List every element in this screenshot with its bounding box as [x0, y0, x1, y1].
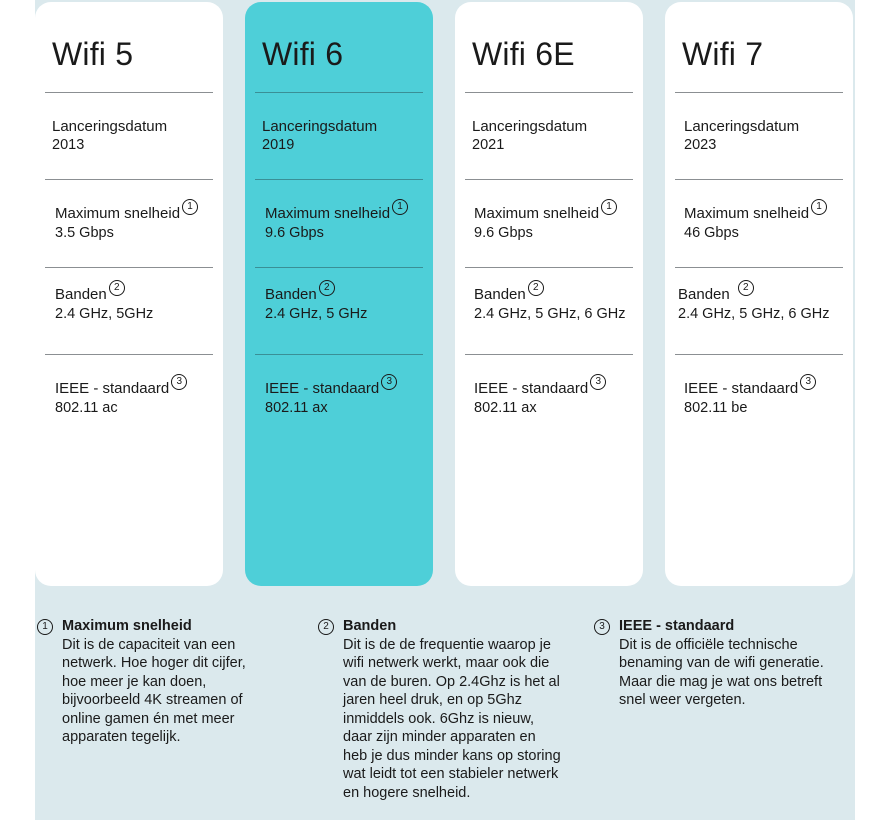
- footnote-marker-1: 1: [601, 199, 617, 215]
- footnote-marker-1: 1: [392, 199, 408, 215]
- footnote-marker-2: 2: [109, 280, 125, 296]
- footnote-2: [318, 617, 568, 802]
- ieee-field: [684, 376, 854, 417]
- launch-label: Lanceringsdatum: [472, 118, 588, 135]
- footnote-1: [37, 617, 287, 747]
- speed-field: [684, 201, 854, 242]
- card-title: Wifi 6E: [472, 36, 575, 72]
- footnote-text: Dit is de capaciteit van een netwerk. Hoe hoger dit cijfer, hoe meer je kan doen, bijvoorbeeld 4K streamen of online gamen én met meer apparaten tegelijk.: [62, 636, 246, 745]
- bands-field: [265, 282, 435, 323]
- card-wifi-5: [35, 2, 223, 586]
- launch-field: [684, 118, 854, 154]
- divider: [255, 179, 423, 180]
- divider: [255, 354, 423, 355]
- ieee-value: 802.11 be: [684, 400, 748, 416]
- launch-label: Lanceringsdatum: [262, 118, 378, 135]
- footnote-number: 3: [594, 619, 610, 635]
- footnote-marker-1: 1: [182, 199, 198, 215]
- launch-label: Lanceringsdatum: [684, 118, 800, 135]
- footnote-marker-3: 3: [590, 374, 606, 390]
- bands-value: 2.4 GHz, 5GHz: [55, 306, 154, 322]
- footnote-title: IEEE - standaard: [619, 618, 735, 634]
- divider: [675, 354, 843, 355]
- footnote-title: Banden: [343, 618, 397, 634]
- launch-value: 2021: [472, 137, 505, 153]
- speed-value: 3.5 Gbps: [55, 225, 114, 241]
- divider: [255, 267, 423, 268]
- bands-label: Banden: [474, 286, 526, 303]
- divider: [45, 354, 213, 355]
- divider: [45, 179, 213, 180]
- speed-value: 46 Gbps: [684, 225, 739, 241]
- launch-label: Lanceringsdatum: [52, 118, 168, 135]
- ieee-label: IEEE - standaard: [684, 380, 799, 397]
- ieee-field: [265, 376, 435, 417]
- ieee-value: 802.11 ax: [265, 400, 328, 416]
- speed-field: [474, 201, 644, 242]
- footnote-text: Dit is de officiële technische benaming van de wifi generatie. Maar die mag je wat ons betreft snel weer vergeten.: [619, 636, 824, 708]
- card-wifi-7: [665, 2, 853, 586]
- ieee-label: IEEE - standaard: [55, 380, 170, 397]
- divider: [675, 267, 843, 268]
- card-title: Wifi 7: [682, 36, 764, 72]
- speed-value: 9.6 Gbps: [265, 225, 324, 241]
- speed-field: [55, 201, 225, 242]
- footnote-marker-2: 2: [528, 280, 544, 296]
- ieee-label: IEEE - standaard: [265, 380, 380, 397]
- footnote-marker-3: 3: [171, 374, 187, 390]
- speed-label: Maximum snelheid: [265, 205, 391, 222]
- divider: [675, 179, 843, 180]
- divider: [255, 92, 423, 93]
- divider: [45, 267, 213, 268]
- card-wifi-6: [245, 2, 433, 586]
- bands-label: Banden: [678, 286, 730, 303]
- ieee-value: 802.11 ax: [474, 400, 537, 416]
- bands-label: Banden: [265, 286, 317, 303]
- divider: [465, 179, 633, 180]
- bands-field: [474, 282, 644, 323]
- footnote-title: Maximum snelheid: [62, 618, 192, 634]
- bands-field: [55, 282, 225, 323]
- divider: [675, 92, 843, 93]
- card-wifi-6e: [455, 2, 643, 586]
- speed-label: Maximum snelheid: [684, 205, 810, 222]
- footnote-number: 2: [318, 619, 334, 635]
- footnote-marker-2: 2: [738, 280, 754, 296]
- speed-field: [265, 201, 435, 242]
- bands-value: 2.4 GHz, 5 GHz, 6 GHz: [678, 306, 830, 322]
- bands-value: 2.4 GHz, 5 GHz, 6 GHz: [474, 306, 626, 322]
- ieee-field: [474, 376, 644, 417]
- card-title: Wifi 5: [52, 36, 134, 72]
- divider: [465, 354, 633, 355]
- bands-field: [678, 282, 848, 323]
- launch-field: [52, 118, 222, 154]
- divider: [45, 92, 213, 93]
- ieee-value: 802.11 ac: [55, 400, 118, 416]
- ieee-field: [55, 376, 225, 417]
- ieee-label: IEEE - standaard: [474, 380, 589, 397]
- bands-label: Banden: [55, 286, 107, 303]
- divider: [465, 267, 633, 268]
- launch-value: 2013: [52, 137, 85, 153]
- divider: [465, 92, 633, 93]
- launch-value: 2023: [684, 137, 717, 153]
- footnote-marker-3: 3: [800, 374, 816, 390]
- footnote-3: [594, 617, 844, 710]
- footnote-marker-1: 1: [811, 199, 827, 215]
- footnote-marker-3: 3: [381, 374, 397, 390]
- card-title: Wifi 6: [262, 36, 344, 72]
- speed-label: Maximum snelheid: [474, 205, 600, 222]
- footnote-number: 1: [37, 619, 53, 635]
- speed-value: 9.6 Gbps: [474, 225, 533, 241]
- launch-value: 2019: [262, 137, 295, 153]
- bands-value: 2.4 GHz, 5 GHz: [265, 306, 368, 322]
- footnote-text: Dit is de de frequentie waarop je wifi netwerk werkt, maar ook die van de buren. Op 2.4Ghz is het al jaren heel druk, en op 5Ghz inmiddels ook. 6Ghz is nieuw, daar zijn minder apparaten en heb je dus minder kans op storing wat leidt tot een stabieler netwerk en hogere snelheid.: [343, 636, 561, 801]
- launch-field: [472, 118, 642, 154]
- footnote-marker-2: 2: [319, 280, 335, 296]
- speed-label: Maximum snelheid: [55, 205, 181, 222]
- launch-field: [262, 118, 432, 154]
